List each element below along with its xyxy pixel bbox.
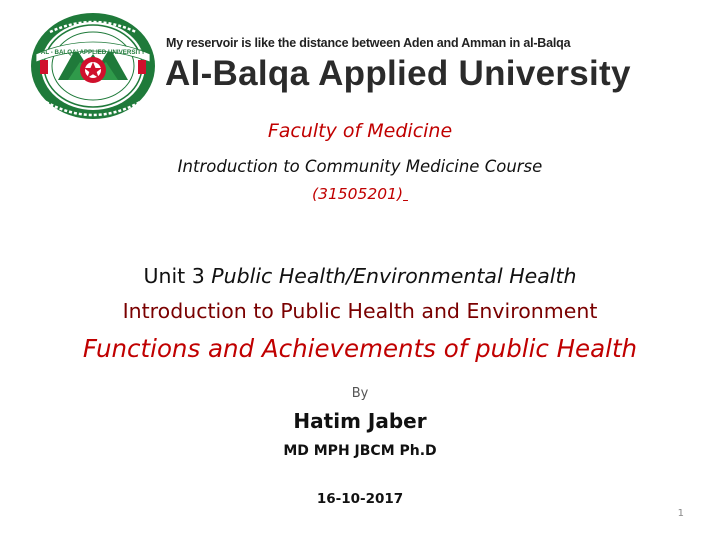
seal-ribbon-text: AL - BALQA' APPLIED UNIVERSITY — [40, 49, 146, 56]
university-name: Al-Balqa Applied University — [165, 54, 631, 93]
author-name: Hatim Jaber — [293, 409, 427, 433]
faculty-title: Faculty of Medicine — [267, 120, 453, 142]
intro-heading: Introduction to Public Health and Environment — [122, 299, 598, 323]
university-tagline: My reservoir is like the distance between Aden and Amman in al-Balqa — [166, 36, 571, 50]
presentation-date: 16-10-2017 — [316, 491, 404, 507]
main-title: Functions and Achievements of public Health — [82, 334, 638, 363]
course-code — [0, 185, 720, 203]
course-code-text: (31505201) — [312, 185, 404, 203]
author-credentials: MD MPH JBCM Ph.D — [283, 443, 437, 459]
course-code-underline — [403, 185, 408, 203]
by-label: By — [351, 386, 369, 401]
slide-number: 1 — [677, 508, 684, 519]
course-title: Introduction to Community Medicine Course — [177, 157, 543, 176]
unit-heading — [0, 264, 720, 288]
university-seal-logo — [28, 10, 158, 122]
unit-prefix: Unit 3 — [143, 264, 212, 288]
unit-topic: Public Health/Environmental Health — [211, 264, 577, 288]
